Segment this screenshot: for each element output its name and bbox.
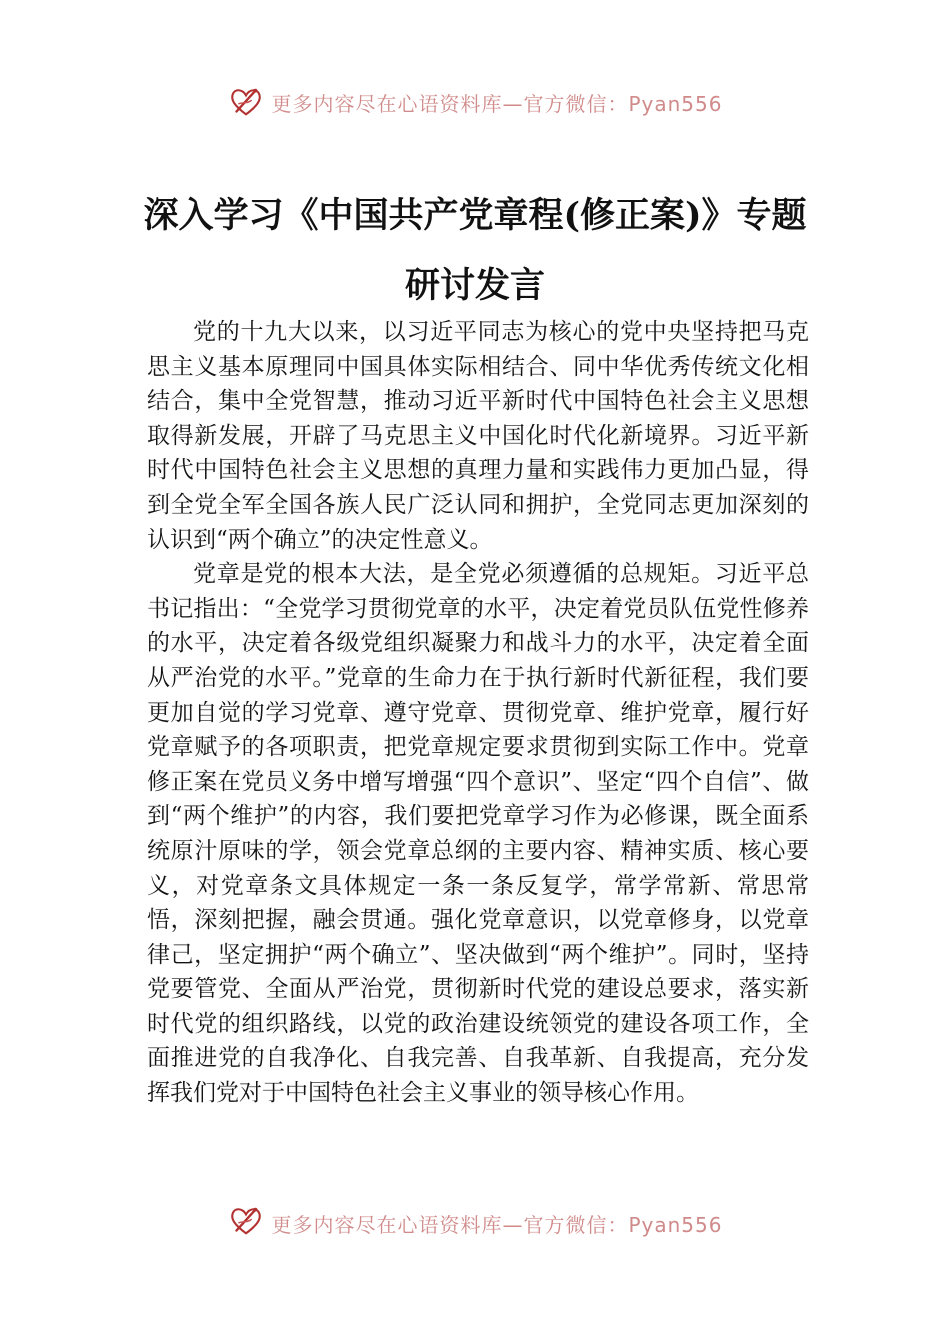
heart-pen-logo-icon	[227, 83, 265, 121]
watermark-banner-bottom	[0, 1204, 950, 1238]
paragraph-1: 党的十九大以来，以习近平同志为核心的党中央坚持把马克思主义基本原理同中国具体实际相结合、同中华优秀传统文化相结合，集中全党智慧，推动习近平新时代中国特色社会主义思想取得新发展，开辟了马克思主义中国化时代化新境界。习近平新时代中国特色社会主义思想的真理力量和实践伟力更加凸显，得到全党全军全国各族人民广泛认同和拥护，全党同志更加深刻的认识到“两个确立”的决定性意义。	[147, 319, 809, 553]
document-title-line1: 深入学习《中国共产党章程(修正案)》专题	[143, 195, 807, 236]
paragraph-2: 党章是党的根本大法，是全党必须遵循的总规矩。习近平总书记指出：“全党学习贯彻党章的水平，决定着党员队伍党性修养的水平，决定着各级党组织凝聚力和战斗力的水平，决定着全面从严治党的水平。”党章的生命力在于执行新时代新征程，我们要更加自觉的学习党章、遵守党章、贯彻党章、维护党章，履行好党章赋予的各项职责，把党章规定要求贯彻到实际工作中。党章修正案在党员义务中增写增强“四个意识”、坚定“四个自信”、做到“两个维护”的内容，我们要把党章学习作为必修课，既全面系统原汁原味的学，领会党章总纲的主要内容、精神实质、核心要义，对党章条文具体规定一条一条反复学，常学常新、常思常悟，深刻把握，融会贯通。强化党章意识，以党章修身，以党章律己，坚定拥护“两个确立”、坚决做到“两个维护”。同时，坚持党要管党、全面从严治党，贯彻新时代党的建设总要求，落实新时代党的组织路线，以党的政治建设统领党的建设各项工作，全面推进党的自我净化、自我完善、自我革新、自我提高，充分发挥我们党对于中国特色社会主义事业的领导核心作用。	[147, 561, 809, 1107]
document-title-line2: 研讨发言	[404, 265, 545, 306]
watermark-text: 更多内容尽在心语资料库—官方微信：Pyan556	[271, 1212, 723, 1237]
watermark-banner-top	[0, 82, 950, 122]
watermark-text: 更多内容尽在心语资料库—官方微信：Pyan556	[271, 91, 723, 116]
document-body	[147, 315, 809, 1111]
heart-pen-logo-icon	[227, 1204, 265, 1238]
